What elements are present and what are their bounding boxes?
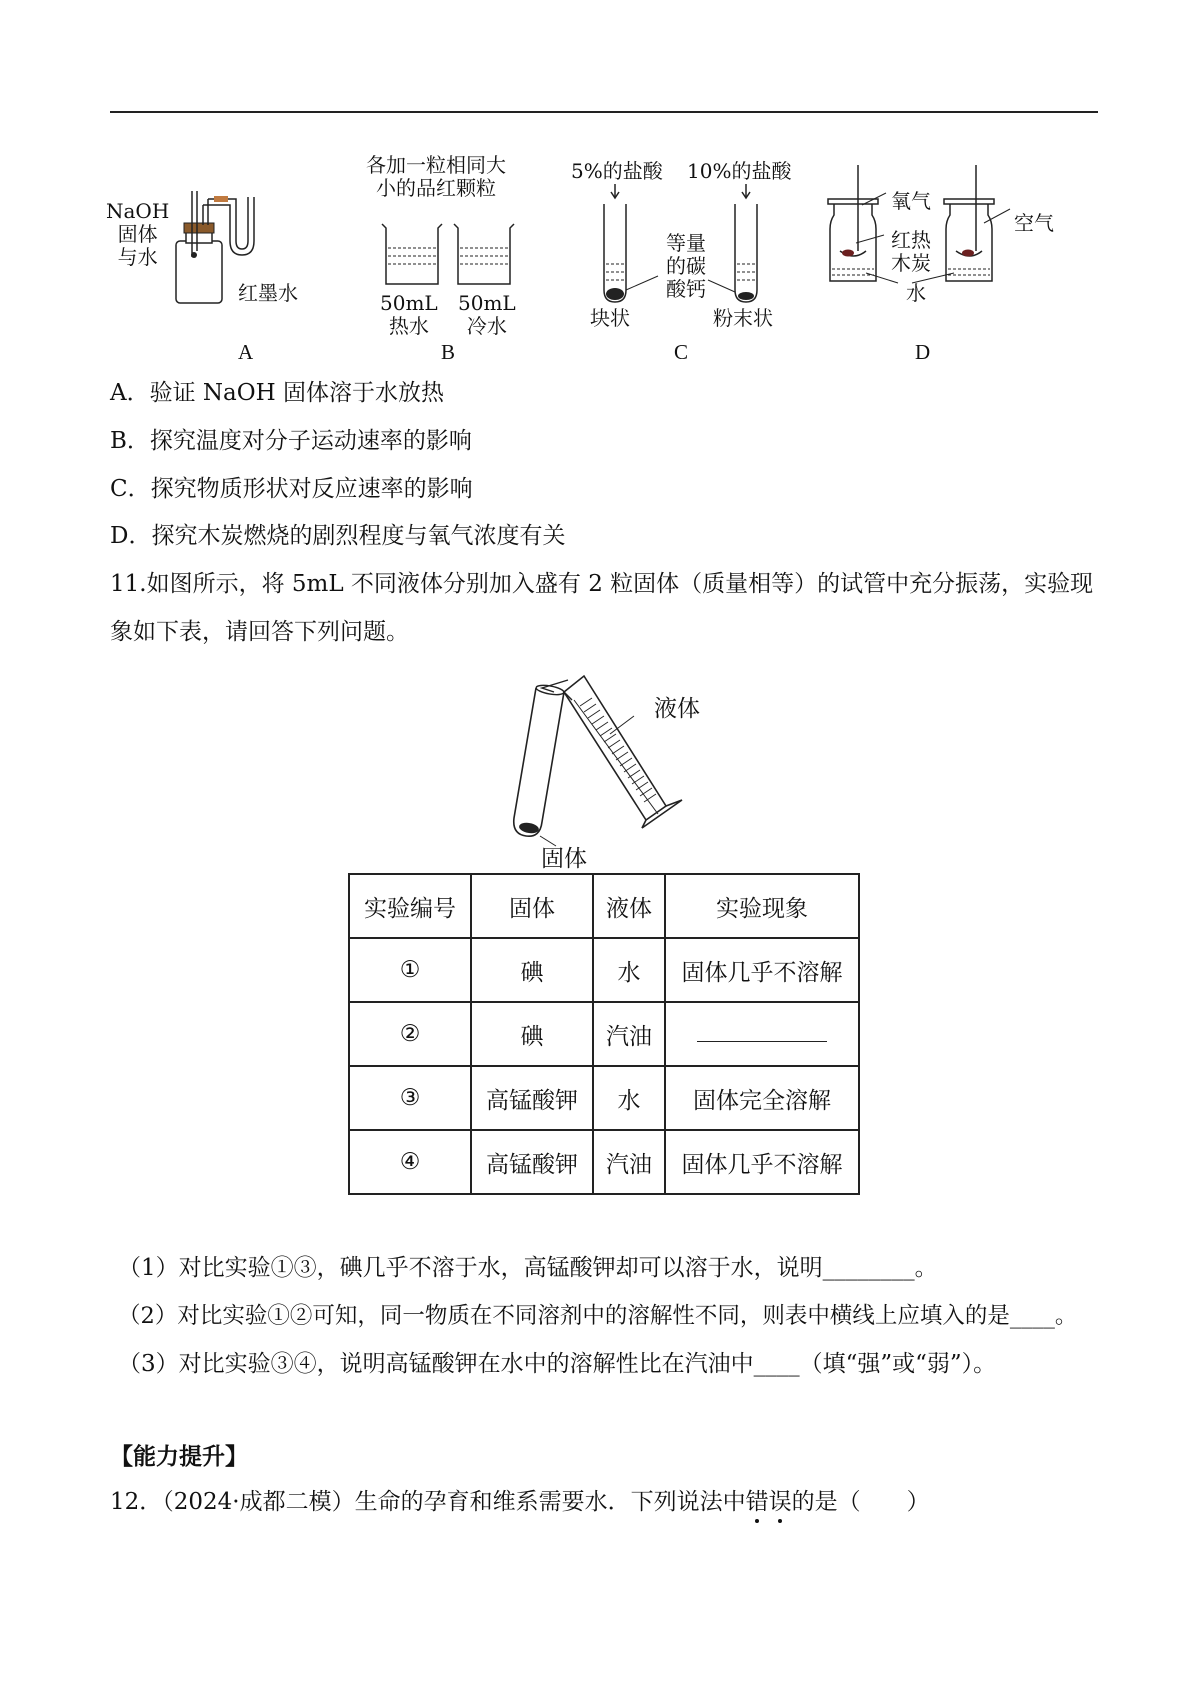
figure-a-solid-label: NaOH 固体 与水 bbox=[106, 199, 170, 269]
figure-b-left-label: 50mL 热水 bbox=[380, 291, 438, 338]
figure-c-left-bottom: 块状 bbox=[590, 306, 630, 330]
table-cell: 固体几乎不溶解 bbox=[665, 938, 859, 1002]
table-cell: ③ bbox=[349, 1066, 471, 1130]
question-11-text: 11.如图所示，将 5mL 不同液体分别加入盛有 2 粒固体（质量相等）的试管中充分振荡，实验现象如下表，请回答下列问题。 bbox=[110, 571, 1094, 645]
option-d: D．探究木炭燃烧的剧烈程度与氧气浓度有关 bbox=[110, 523, 566, 549]
table-cell: 汽油 bbox=[593, 1002, 665, 1066]
table-cell: ② bbox=[349, 1002, 471, 1066]
table-cell: 水 bbox=[593, 1066, 665, 1130]
option-c: C．探究物质形状对反应速率的影响 bbox=[110, 476, 473, 502]
table-row bbox=[349, 1066, 859, 1130]
sub-question-3: （3）对比实验③④，说明高锰酸钾在水中的溶解性比在汽油中____（填“强”或“弱”）。 bbox=[118, 1351, 997, 1377]
figure-11-liquid-label: 液体 bbox=[654, 696, 700, 722]
experiment-table bbox=[348, 873, 860, 1195]
figure-a-ink-label: 红墨水 bbox=[238, 281, 298, 305]
figure-c-right-bottom: 粉末状 bbox=[713, 306, 773, 330]
table-header-cell: 实验编号 bbox=[349, 874, 471, 938]
table-row bbox=[349, 938, 859, 1002]
question-12-emphasis-1: 错 bbox=[745, 1489, 769, 1515]
table-row bbox=[349, 1130, 859, 1194]
question-12-suffix: 的是（ ） bbox=[791, 1489, 930, 1515]
figure-c-right-acid: 10%的盐酸 bbox=[687, 159, 792, 183]
answer-blank-line bbox=[697, 1021, 827, 1042]
option-a: A．验证 NaOH 固体溶于水放热 bbox=[110, 380, 444, 406]
figure-d-oxygen: 氧气 bbox=[891, 189, 931, 213]
table-cell-blank bbox=[665, 1002, 859, 1066]
table-cell: ① bbox=[349, 938, 471, 1002]
question-12-prefix: 12．（2024·成都二模）生命的孕育和维系需要水．下列说法中 bbox=[110, 1489, 746, 1515]
table-cell: 水 bbox=[593, 938, 665, 1002]
question-12-emphasis-2: 误 bbox=[768, 1489, 792, 1515]
figure-d-water: 水 bbox=[906, 281, 926, 305]
table-cell: ④ bbox=[349, 1130, 471, 1194]
figure-b-label: B bbox=[441, 340, 456, 364]
table-header-cell: 实验现象 bbox=[665, 874, 859, 938]
figure-11-pouring bbox=[480, 658, 740, 858]
table-header-row bbox=[349, 874, 859, 938]
figure-d-charcoal: 红热 木炭 bbox=[891, 228, 931, 275]
sub-question-1: （1）对比实验①③，碘几乎不溶于水，高锰酸钾却可以溶于水，说明________。 bbox=[118, 1255, 938, 1281]
header-rule bbox=[110, 111, 1098, 113]
table-header-cell: 液体 bbox=[593, 874, 665, 938]
table-header-cell: 固体 bbox=[471, 874, 593, 938]
table-cell: 碘 bbox=[471, 938, 593, 1002]
figure-c-middle-label: 等量 的碳 酸钙 bbox=[666, 231, 706, 301]
figure-b-beakers bbox=[380, 222, 510, 288]
table-cell: 高锰酸钾 bbox=[471, 1130, 593, 1194]
figure-b-top-text: 各加一粒相同大 小的品红颗粒 bbox=[366, 153, 506, 200]
table-row bbox=[349, 1002, 859, 1066]
table-cell: 碘 bbox=[471, 1002, 593, 1066]
question-12-text bbox=[110, 1487, 930, 1517]
figure-b-right-label: 50mL 冷水 bbox=[458, 291, 516, 338]
figure-11-solid-label: 固体 bbox=[541, 846, 587, 872]
figure-c-label: C bbox=[674, 340, 689, 364]
table-cell: 汽油 bbox=[593, 1130, 665, 1194]
figure-c-left-acid: 5%的盐酸 bbox=[571, 159, 663, 183]
figure-d-air: 空气 bbox=[1014, 211, 1054, 235]
figure-a-label: A bbox=[238, 340, 254, 364]
section-title: 【能力提升】 bbox=[110, 1443, 248, 1470]
table-cell: 高锰酸钾 bbox=[471, 1066, 593, 1130]
sub-question-2: （2）对比实验①②可知，同一物质在不同溶剂中的溶解性不同，则表中横线上应填入的是____。 bbox=[118, 1303, 1078, 1329]
table-cell: 固体几乎不溶解 bbox=[665, 1130, 859, 1194]
table-cell: 固体完全溶解 bbox=[665, 1066, 859, 1130]
figure-d-label: D bbox=[915, 340, 931, 364]
option-b: B．探究温度对分子运动速率的影响 bbox=[110, 428, 472, 454]
